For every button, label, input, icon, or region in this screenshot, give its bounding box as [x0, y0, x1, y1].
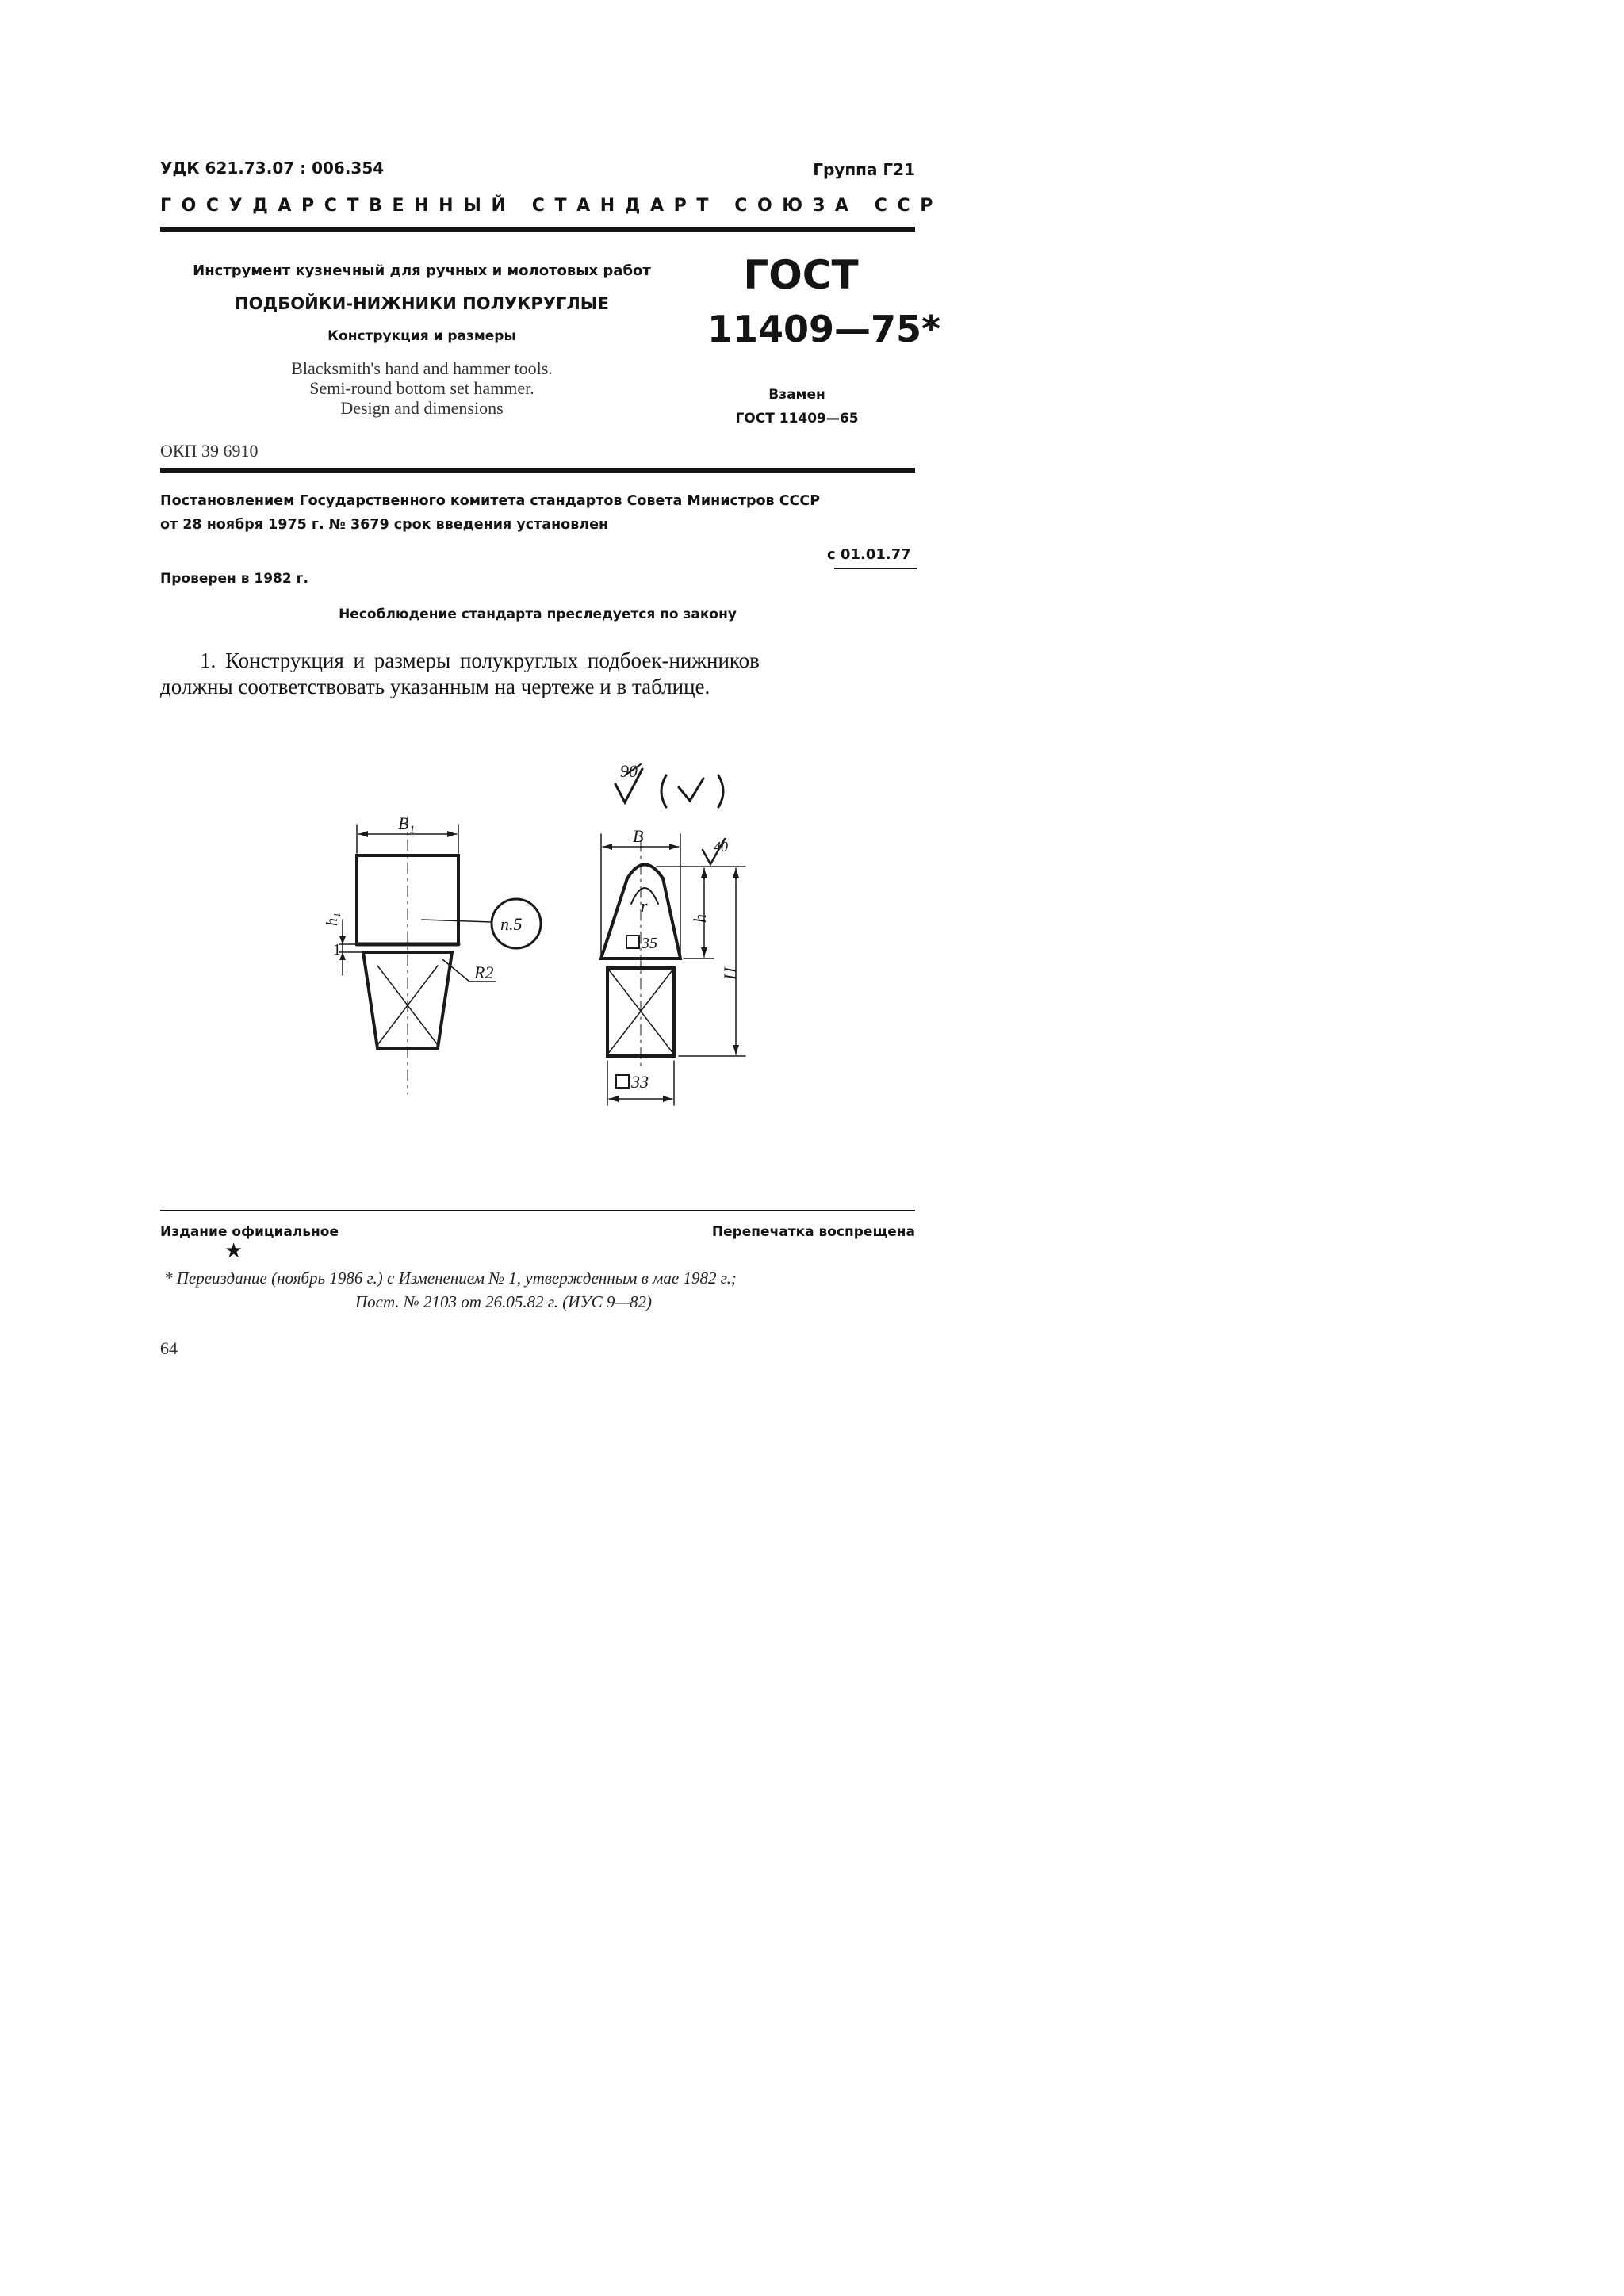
effective-date: с 01.01.77: [827, 546, 911, 563]
dimension-label-b1: B₁: [398, 813, 416, 833]
checked-year: Проверен в 1982 г.: [160, 571, 308, 587]
official-edition: Издание официальное: [160, 1224, 339, 1240]
decree-line-2: от 28 ноября 1975 г. № 3679 срок введения установлен: [160, 517, 609, 533]
dimension-label-1: 1: [333, 941, 341, 959]
decree-line-1: Постановлением Государственного комитета стандартов Совета Министров СССР: [160, 493, 821, 509]
group-code: Группа Г21: [813, 160, 915, 179]
square-size-label-35: 35: [642, 935, 657, 952]
replaces-value: ГОСТ 11409—65: [735, 411, 859, 427]
left-view: [339, 817, 541, 1094]
paragraph-line-2: должны соответствовать указанным на чертеже и в таблице.: [160, 675, 710, 698]
tool-category: Инструмент кузнечный для ручных и молотовых работ: [193, 262, 651, 279]
roughness-value-label: 90: [620, 761, 638, 781]
roughness-side-label: 40: [714, 839, 728, 855]
radius-label-r: r: [641, 896, 648, 916]
udk-code: УДК 621.73.07 : 006.354: [160, 159, 385, 178]
page-number: 64: [160, 1338, 178, 1358]
square-size-label-33: 33: [631, 1072, 649, 1092]
replaces-label: Взамен: [768, 387, 825, 403]
enforcement-warning: Несоблюдение стандарта преследуется по закону: [339, 607, 737, 622]
dimension-label-h: h: [690, 914, 710, 923]
document-subtitle: Конструкция и размеры: [327, 328, 516, 344]
footer-rule: [160, 1210, 915, 1211]
footnote-line-1: * Переиздание (ноябрь 1986 г.) с Изменением № 1, утвержденным в мае 1982 г.;: [164, 1269, 737, 1288]
reference-label-p5: п.5: [500, 914, 523, 934]
dimension-label-H: H: [720, 967, 740, 980]
english-title-line-3: Design and dimensions: [340, 398, 504, 418]
radius-label-r2: R2: [474, 962, 494, 982]
gost-label: ГОСТ: [743, 252, 859, 298]
footnote-line-2: Пост. № 2103 от 26.05.82 г. (ИУС 9—82): [355, 1292, 653, 1311]
english-title-line-1: Blacksmith's hand and hammer tools.: [291, 358, 553, 378]
reprint-prohibited: Перепечатка воспрещена: [711, 1224, 915, 1240]
dimension-label-h1: h₁: [324, 913, 341, 926]
star-mark: ★: [224, 1239, 243, 1263]
english-title-line-2: Semi-round bottom set hammer.: [309, 378, 534, 398]
okp-code: ОКП 39 6910: [160, 441, 259, 461]
paragraph-line-1: 1. Конструкция и размеры полукруглых подбоек-нижников: [200, 649, 760, 672]
document-title: ПОДБОЙКИ-НИЖНИКИ ПОЛУКРУГЛЫЕ: [235, 294, 609, 313]
gost-number: 11409—75*: [707, 308, 941, 350]
dimension-label-b: B: [633, 826, 644, 846]
state-standard-banner: ГОСУДАРСТВЕННЫЙ СТАНДАРТ СОЮЗА ССР: [160, 196, 944, 216]
